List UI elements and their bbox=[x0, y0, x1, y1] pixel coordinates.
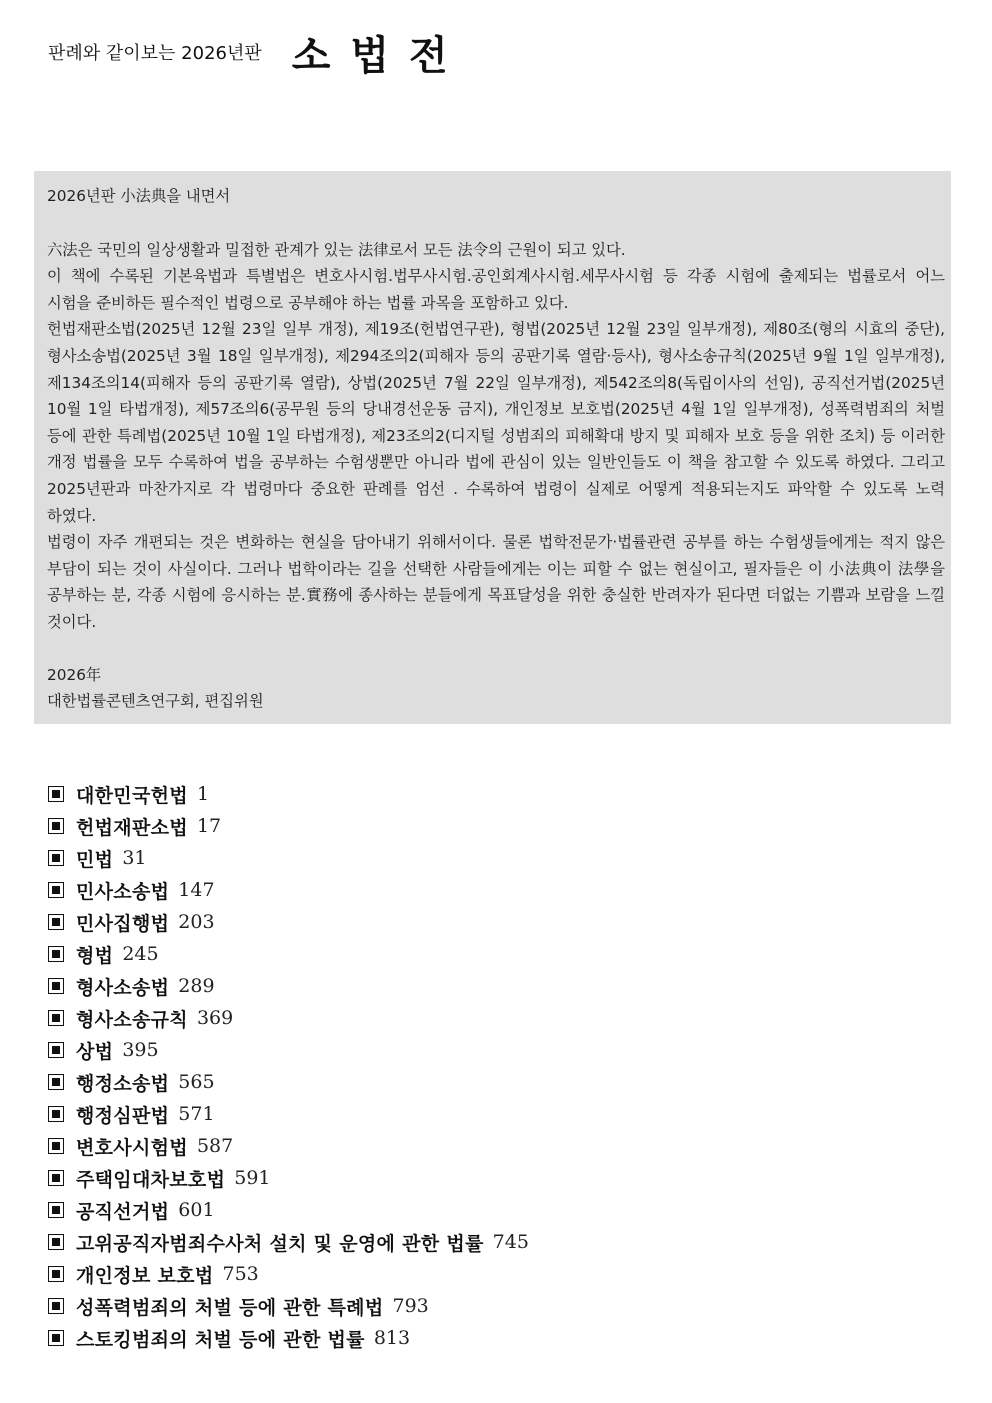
toc-item-name: 행정소송법 bbox=[76, 1072, 170, 1095]
toc-item[interactable] bbox=[48, 906, 948, 938]
toc-item-page: 601 bbox=[178, 1199, 215, 1221]
toc-item[interactable] bbox=[48, 970, 948, 1002]
page-header bbox=[48, 22, 468, 82]
toc-item[interactable] bbox=[48, 1226, 948, 1258]
toc-item[interactable] bbox=[48, 938, 948, 970]
square-bullet-icon bbox=[48, 818, 64, 834]
toc-item-name: 행정심판법 bbox=[76, 1104, 170, 1127]
toc-item-page: 369 bbox=[196, 1007, 234, 1029]
toc-item-page: 793 bbox=[392, 1295, 429, 1317]
preface-paragraph: 六法은 국민의 일상생활과 밀접한 관계가 있는 法律로서 모든 法令의 근원이 되고 있다. bbox=[47, 240, 626, 259]
square-bullet-icon bbox=[48, 1138, 64, 1154]
square-bullet-icon bbox=[48, 1170, 64, 1186]
square-bullet-icon bbox=[48, 914, 64, 930]
preface-paragraph: 헌법재판소법(2025년 12월 23일 일부 개정), 제19조(헌법연구관), 형법(2025년 12월 23일 일부개정), 제80조(형의 시효의 중단), 형사소송법(2025년 3월 18일 일부개정), 제294조의2(피해자 등의 공판기록 열람·등사), 형사소송규칙(2025년 9월 1일 일부개정), 제134조의14(피해자 등의 공판기록 열람), 상법(2025년 7월 22일 일부개정), 제542조의8(독립이사의 선임), 공직선거법(2025년 10월 1일 타법개정), 제57조의6(공무원 등의 당내경선운동 금지), 개인정보 보호법(2025년 4월 1일 일부개정), 성폭력범죄의 처벌 등에 관한 특례법(2025년 10월 1일 타법개정), 제23조의2(디지털 성범죄의 피해확대 방지 및 피해자 보호 등을 위한 조치) 등 이러한 개정 법률을 모두 수록하여 법을 공부하는 수험생뿐만 아니라 법에 관심이 있는 일반인들도 이 책을 참고할 수 있도록 하였다. 그리고 2025년판과 마찬가지로 각 법령마다 중요한 판례를 엄선 . 수록하여 법령이 실제로 어떻게 적용되는지도 파악할 수 있도록 노력 하였다. bbox=[47, 320, 945, 525]
toc-item-page: 203 bbox=[178, 911, 215, 933]
preface-author: 대한법률콘텐츠연구회, 편집위원 bbox=[47, 692, 264, 711]
preface-box bbox=[34, 171, 951, 724]
square-bullet-icon bbox=[48, 1234, 64, 1250]
toc-item[interactable] bbox=[48, 1258, 948, 1290]
preface-paragraph: 법령이 자주 개편되는 것은 변화하는 현실을 담아내기 위해서이다. 물론 법학전문가·법률관련 공부를 하는 수험생들에게는 적지 않은 부담이 되는 것이 사실이다. 그러나 법학이라는 길을 선택한 사람들에게는 이는 피할 수 없는 현실이고, 필자들은 이 小法典이 法學을 공부하는 분, 각종 시험에 응시하는 분.實務에 종사하는 분들에게 목표달성을 위한 충실한 반려자가 된다면 더없는 기쁨과 보람을 느낄 것이다. bbox=[47, 533, 945, 631]
square-bullet-icon bbox=[48, 1266, 64, 1282]
toc-item-page: 289 bbox=[178, 975, 215, 997]
book-title: 소법전 bbox=[291, 32, 468, 79]
toc-item-name: 형법 bbox=[76, 944, 114, 967]
toc-item-page: 31 bbox=[122, 847, 147, 869]
toc-item-page: 147 bbox=[178, 879, 215, 901]
toc-item-page: 17 bbox=[196, 815, 222, 837]
toc-item[interactable] bbox=[48, 1322, 948, 1354]
toc-item-page: 565 bbox=[178, 1071, 215, 1093]
preface-heading: 2026년판 小法典을 내면서 bbox=[47, 187, 231, 205]
square-bullet-icon bbox=[48, 1010, 64, 1026]
square-bullet-icon bbox=[48, 882, 64, 898]
toc-item[interactable] bbox=[48, 1162, 948, 1194]
toc-item[interactable] bbox=[48, 1290, 948, 1322]
square-bullet-icon bbox=[48, 1298, 64, 1314]
toc-item-page: 745 bbox=[492, 1231, 529, 1253]
toc-item-name: 변호사시험법 bbox=[76, 1136, 188, 1159]
square-bullet-icon bbox=[48, 1074, 64, 1090]
square-bullet-icon bbox=[48, 1330, 64, 1346]
toc-item-name: 상법 bbox=[76, 1040, 114, 1063]
toc-item-name: 민사집행법 bbox=[76, 912, 170, 935]
toc-item[interactable] bbox=[48, 1002, 948, 1034]
preface-paragraph: 이 책에 수록된 기본육법과 특별법은 변호사시험.법무사시험.공인회계사시험.세무사시험 등 각종 시험에 출제되는 법률로서 어느 시험을 준비하든 필수적인 법령으로 공부해야 하는 법률 과목을 포함하고 있다. bbox=[47, 267, 945, 312]
toc-item[interactable] bbox=[48, 1034, 948, 1066]
toc-item-name: 주택임대차보호법 bbox=[76, 1168, 226, 1191]
square-bullet-icon bbox=[48, 946, 64, 962]
table-of-contents bbox=[48, 778, 948, 1354]
square-bullet-icon bbox=[48, 978, 64, 994]
toc-item-name: 공직선거법 bbox=[76, 1200, 170, 1223]
square-bullet-icon bbox=[48, 1106, 64, 1122]
toc-item[interactable] bbox=[48, 1130, 948, 1162]
toc-item-name: 헌법재판소법 bbox=[76, 816, 188, 839]
toc-item-page: 1 bbox=[196, 783, 210, 805]
toc-item-page: 571 bbox=[178, 1103, 215, 1125]
toc-item[interactable] bbox=[48, 874, 948, 906]
toc-item[interactable] bbox=[48, 778, 948, 810]
toc-item-name: 민사소송법 bbox=[76, 880, 170, 903]
square-bullet-icon bbox=[48, 1042, 64, 1058]
square-bullet-icon bbox=[48, 1202, 64, 1218]
toc-item-name: 고위공직자범죄수사처 설치 및 운영에 관한 법률 bbox=[76, 1232, 484, 1255]
toc-item-name: 성폭력범죄의 처벌 등에 관한 특례법 bbox=[76, 1296, 384, 1319]
square-bullet-icon bbox=[48, 786, 64, 802]
toc-item[interactable] bbox=[48, 810, 948, 842]
toc-item-page: 587 bbox=[196, 1135, 234, 1157]
toc-item-name: 형사소송법 bbox=[76, 976, 170, 999]
toc-item[interactable] bbox=[48, 1066, 948, 1098]
toc-item-name: 민법 bbox=[76, 848, 114, 871]
toc-item-name: 대한민국헌법 bbox=[76, 784, 188, 807]
square-bullet-icon bbox=[48, 850, 64, 866]
toc-item[interactable] bbox=[48, 842, 948, 874]
toc-item-page: 395 bbox=[122, 1039, 159, 1061]
toc-item[interactable] bbox=[48, 1098, 948, 1130]
toc-item-page: 591 bbox=[234, 1167, 271, 1189]
toc-item-page: 753 bbox=[222, 1263, 259, 1285]
toc-item-name: 개인정보 보호법 bbox=[76, 1264, 214, 1287]
toc-item-page: 245 bbox=[122, 943, 159, 965]
toc-item-name: 스토킹범죄의 처벌 등에 관한 법률 bbox=[76, 1328, 365, 1351]
toc-item[interactable] bbox=[48, 1194, 948, 1226]
preface-year: 2026年 bbox=[47, 665, 102, 684]
edition-subtitle: 판례와 같이보는 2026년판 bbox=[48, 43, 262, 64]
toc-item-page: 813 bbox=[373, 1327, 411, 1349]
toc-item-name: 형사소송규칙 bbox=[76, 1008, 188, 1031]
